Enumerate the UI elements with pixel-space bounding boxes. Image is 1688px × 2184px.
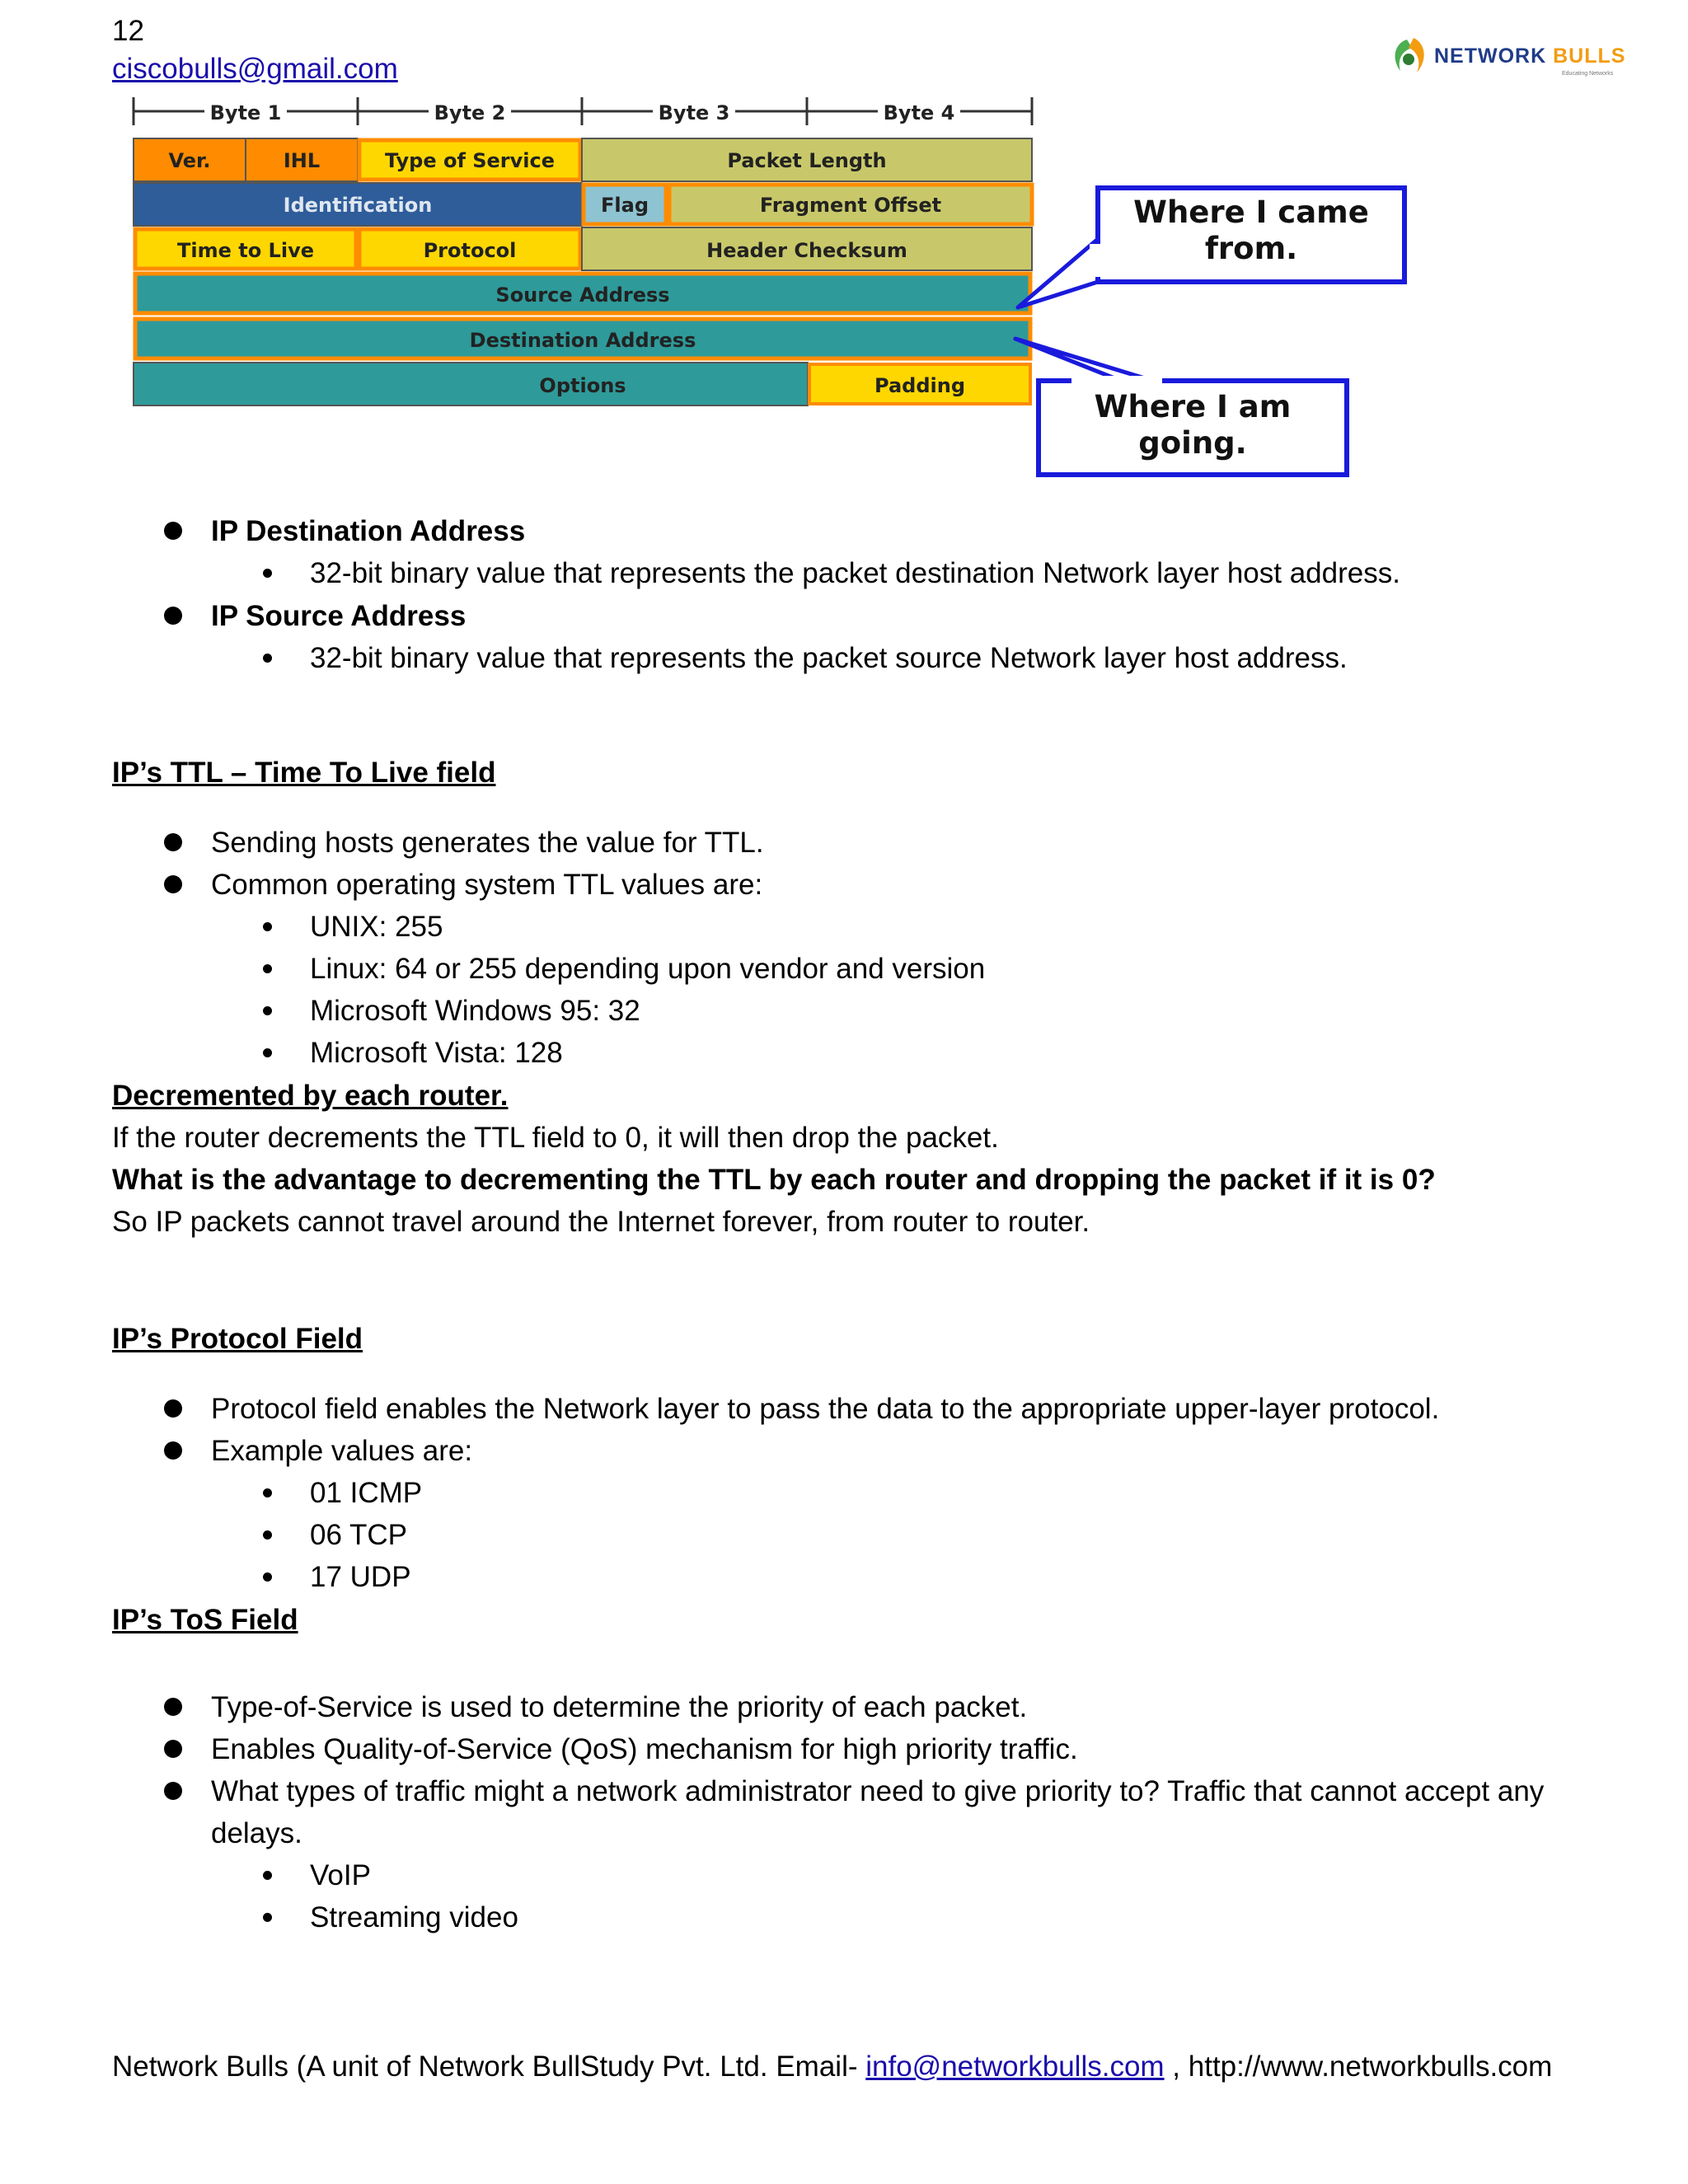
- page-number: 12: [112, 15, 144, 47]
- ttl-bullet-2: Common operating system TTL values are:: [211, 869, 763, 901]
- byte-4-label: Byte 4: [883, 101, 955, 124]
- callout-came-line2: from.: [1204, 231, 1298, 266]
- ttl-sub-3: Microsoft Windows 95: 32: [310, 995, 640, 1027]
- tos-sub-2: Streaming video: [310, 1901, 518, 1933]
- protocol-sub-3: 17 UDP: [310, 1561, 411, 1593]
- byte-3-label: Byte 3: [658, 101, 730, 124]
- field-destination-label: Destination Address: [469, 329, 696, 352]
- footer-prefix: Network Bulls (A unit of Network BullStudy Pvt. Ltd. Email-: [112, 2050, 866, 2083]
- bullet-icon: [164, 1441, 182, 1460]
- sub-bullet-icon: [263, 1871, 272, 1880]
- field-identification-label: Identification: [283, 194, 433, 217]
- logo-tagline: Educating Networks: [1562, 71, 1614, 77]
- protocol-bullet-1: Protocol field enables the Network layer to pass the data to the appropriate upper-layer protocol.: [211, 1393, 1440, 1425]
- bullet-icon: [164, 1740, 182, 1758]
- bullet-icon: [164, 607, 182, 625]
- ttl-sub-1: UNIX: 255: [310, 911, 443, 943]
- ttl-bullet-1: Sending hosts generates the value for TTL.: [211, 827, 764, 859]
- bullet-icon: [164, 875, 182, 893]
- src-addr-desc: 32-bit binary value that represents the packet source Network layer host address.: [310, 642, 1348, 674]
- protocol-sub-2: 06 TCP: [310, 1519, 408, 1551]
- field-ttl-label: Time to Live: [177, 239, 314, 262]
- callout-came-from: [1018, 188, 1404, 307]
- bullet-icon: [164, 1698, 182, 1716]
- field-source-label: Source Address: [495, 284, 670, 307]
- sub-bullet-icon: [263, 1530, 272, 1540]
- logo-text-network: NETWORK: [1434, 45, 1547, 68]
- bullet-icon: [164, 1399, 182, 1418]
- protocol-heading: IP’s Protocol Field: [112, 1323, 363, 1355]
- footer: [112, 2046, 1552, 2088]
- tos-bullet-3-cont: delays.: [211, 1817, 302, 1849]
- bullet-icon: [164, 833, 182, 851]
- field-fragment-label: Fragment Offset: [759, 194, 942, 217]
- callout-going: [1015, 339, 1347, 475]
- field-checksum-label: Header Checksum: [706, 239, 907, 262]
- src-addr-title: IP Source Address: [211, 600, 467, 632]
- network-bulls-logo: [1389, 35, 1644, 84]
- dest-addr-title: IP Destination Address: [211, 515, 526, 547]
- sub-bullet-icon: [263, 964, 272, 973]
- sub-bullet-icon: [263, 569, 272, 578]
- tos-bullet-3: What types of traffic might a network administrator need to give priority to? Traffic that cannot accept any: [211, 1775, 1545, 1807]
- field-padding-label: Padding: [874, 374, 965, 397]
- protocol-sub-1: 01 ICMP: [310, 1477, 423, 1509]
- field-length-label: Packet Length: [727, 149, 887, 172]
- field-options: [134, 363, 808, 405]
- tos-bullet-2: Enables Quality-of-Service (QoS) mechanism for high priority traffic.: [211, 1733, 1078, 1765]
- decrement-heading: Decremented by each router.: [112, 1080, 509, 1112]
- tos-sub-1: VoIP: [310, 1859, 371, 1891]
- field-ver-label: Ver.: [168, 149, 211, 172]
- field-options-label: Options: [539, 374, 626, 397]
- tos-heading: IP’s ToS Field: [112, 1604, 298, 1636]
- bullet-icon: [164, 1782, 182, 1800]
- byte-2-label: Byte 2: [434, 101, 506, 124]
- sub-bullet-icon: [263, 654, 272, 663]
- sub-bullet-icon: [263, 922, 272, 931]
- sub-bullet-icon: [263, 1913, 272, 1922]
- field-ihl-label: IHL: [283, 149, 321, 172]
- sub-bullet-icon: [263, 1048, 272, 1057]
- callout-going-line2: going.: [1138, 425, 1247, 461]
- field-flag-label: Flag: [601, 194, 649, 217]
- tos-bullet-1: Type-of-Service is used to determine the priority of each packet.: [211, 1691, 1028, 1723]
- ip-header-diagram: [124, 91, 1418, 486]
- ttl-drop-text: If the router decrements the TTL field to 0, it will then drop the packet.: [112, 1122, 999, 1154]
- logo-text-bulls: BULLS: [1553, 45, 1626, 68]
- ttl-question: What is the advantage to decrementing the TTL by each router and dropping the packet if it is 0?: [112, 1164, 1436, 1196]
- field-protocol-label: Protocol: [423, 239, 517, 262]
- field-tos-label: Type of Service: [384, 149, 556, 172]
- callout-came-line1: Where I came: [1133, 194, 1369, 230]
- ttl-sub-2: Linux: 64 or 255 depending upon vendor and version: [310, 953, 986, 985]
- footer-email-link[interactable]: info@networkbulls.com: [865, 2050, 1165, 2083]
- sub-bullet-icon: [263, 1488, 272, 1497]
- sub-bullet-icon: [263, 1006, 272, 1015]
- ttl-sub-4: Microsoft Vista: 128: [310, 1037, 563, 1069]
- byte-1-label: Byte 1: [209, 101, 282, 124]
- ttl-heading: IP’s TTL – Time To Live field: [112, 757, 496, 789]
- protocol-bullet-2: Example values are:: [211, 1435, 473, 1467]
- footer-suffix: , http://www.networkbulls.com: [1164, 2050, 1553, 2083]
- sub-bullet-icon: [263, 1572, 272, 1582]
- ttl-answer: So IP packets cannot travel around the Internet forever, from router to router.: [112, 1206, 1090, 1238]
- bullet-icon: [164, 522, 182, 540]
- header-email-link[interactable]: ciscobulls@gmail.com: [112, 53, 398, 85]
- dest-addr-desc: 32-bit binary value that represents the packet destination Network layer host address.: [310, 557, 1400, 589]
- callout-going-line1: Where I am: [1094, 389, 1292, 424]
